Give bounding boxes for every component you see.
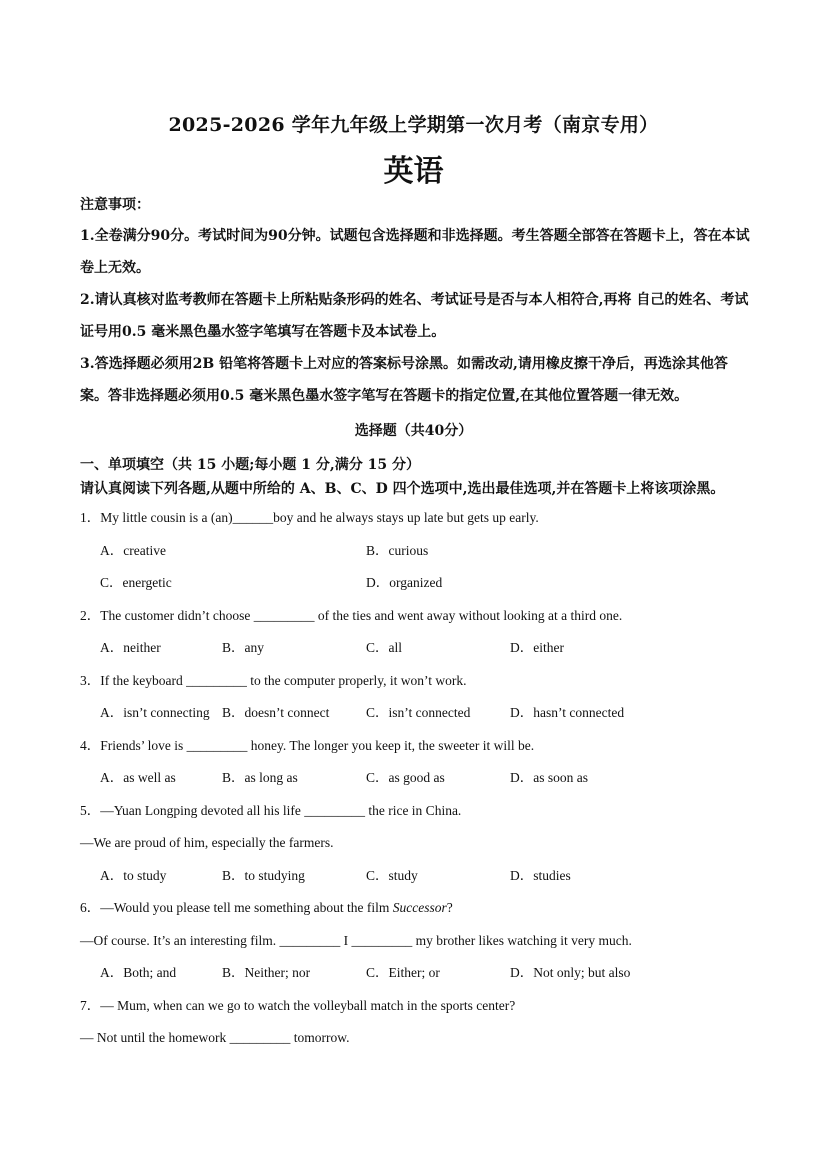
question-stem: 5．—Yuan Longping devoted all his life _________ the rice in China. xyxy=(80,802,462,818)
notice-item-1: 1.全卷满分90分。考试时间为90分钟。试题包含选择题和非选择题。考生答题全部答在答题卡上，答在本试卷上无效。 xyxy=(80,228,750,276)
option-a: A．isn’t connecting xyxy=(100,705,210,720)
option-c: C．study xyxy=(366,867,418,883)
option-c: C．as good as xyxy=(366,770,445,785)
film-title: Successor xyxy=(392,900,447,915)
question-stem-reply: —Of course. It’s an interesting film. _________ I _________ my brother likes watching it very much. xyxy=(80,932,632,948)
question-mark: ? xyxy=(446,900,453,915)
question-stem: 1．My little cousin is a (an)______boy and he always stays up late but gets up early. xyxy=(80,510,539,525)
notice-item-3: 3.答选择题必须用2B 铅笔将答题卡上对应的答案标号涂黑。如需改动,请用橡皮擦干净后，再选涂其他答案。答非选择题必须用0.5 毫米黑色墨水签字笔写在答题卡的指定位置,在其他位置答题一律无效。 xyxy=(80,356,728,404)
question-stem: 7．— Mum, when can we go to watch the volleyball match in the sports center? xyxy=(80,997,516,1013)
option-a: A．neither xyxy=(100,640,161,655)
option-d: D．studies xyxy=(510,867,571,883)
question-stem: 4．Friends’ love is _________ honey. The longer you keep it, the sweeter it will be. xyxy=(80,737,535,753)
option-row xyxy=(80,570,750,603)
exam-subject: 英语 xyxy=(383,154,444,189)
option-b: B．doesn’t connect xyxy=(222,705,330,720)
exam-title: 2025-2026 学年九年级上学期第一次月考（南京专用） xyxy=(168,114,659,136)
option-a: A．to study xyxy=(100,867,167,883)
notice-block xyxy=(80,194,750,412)
option-a: A．Both; and xyxy=(100,965,177,980)
option-row xyxy=(80,765,750,798)
option-a: A．creative xyxy=(100,542,166,558)
part1-title: 一、单项填空（共 15 小题;每小题 1 分,满分 15 分） xyxy=(80,457,420,473)
question-stem-text: 6．—Would you please tell me something about the film xyxy=(80,900,393,915)
option-b: B．any xyxy=(222,640,264,655)
notice-heading: 注意事项： xyxy=(80,197,150,213)
option-row xyxy=(80,538,750,571)
option-d: D．as soon as xyxy=(510,770,588,785)
option-row xyxy=(80,863,750,896)
notice-item-2: 2.请认真核对监考教师在答题卡上所粘贴条形码的姓名、考试证号是否与本人相符合,再将 自己的姓名、考试证号用0.5 毫米黑色墨水签字笔填写在答题卡及本试卷上。 xyxy=(80,292,749,340)
option-row xyxy=(80,700,750,733)
option-d: D．Not only; but also xyxy=(510,965,631,980)
question-stem xyxy=(80,895,750,928)
option-c: C．energetic xyxy=(100,575,172,590)
question-stem: 3．If the keyboard _________ to the computer properly, it won’t work. xyxy=(80,672,467,688)
part1-header xyxy=(80,453,750,501)
option-c: C．Either; or xyxy=(366,965,440,980)
option-c: C．isn’t connected xyxy=(366,705,471,720)
option-b: B．to studying xyxy=(222,867,305,883)
option-c: C．all xyxy=(366,640,402,655)
question-stem-reply: —We are proud of him, especially the farmers. xyxy=(80,835,334,850)
option-b: B．as long as xyxy=(222,770,298,785)
option-d: D．organized xyxy=(366,575,443,590)
option-row xyxy=(80,960,750,993)
option-b: B．curious xyxy=(366,542,429,558)
question-stem: 2．The customer didn’t choose _________ of the ties and went away without looking at a third one. xyxy=(80,607,623,623)
option-row xyxy=(80,635,750,668)
option-d: D．hasn’t connected xyxy=(510,705,625,720)
option-d: D．either xyxy=(510,640,564,655)
option-a: A．as well as xyxy=(100,770,176,785)
option-b: B．Neither; nor xyxy=(222,965,311,980)
question-stem-reply: — Not until the homework _________ tomorrow. xyxy=(80,1030,350,1045)
section-title: 选择题（共40分） xyxy=(354,423,473,439)
part1-instruction: 请认真阅读下列各题,从题中所给的 A、B、C、D 四个选项中,选出最佳选项,并在答题卡上将该项涂黑。 xyxy=(80,481,725,497)
question-list xyxy=(80,505,750,1058)
